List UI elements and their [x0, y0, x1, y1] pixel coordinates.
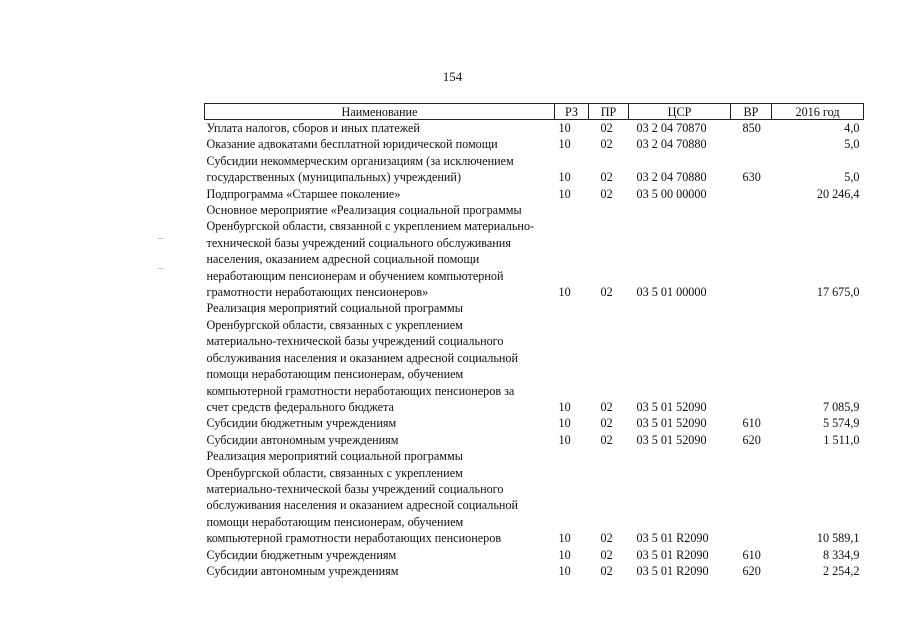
row-rz: 10	[558, 531, 571, 546]
row-name	[205, 547, 555, 563]
row-rz: 10	[558, 432, 571, 447]
row-rz: 10	[558, 121, 571, 135]
row-name-line: компьютерной грамотности неработающих пенсионеров за	[206, 383, 515, 398]
row-amount: 5,0	[844, 137, 860, 152]
table-row	[205, 120, 864, 137]
budget-table	[204, 103, 864, 579]
row-name-line: обслуживания населения и оказанием адресной социальной	[206, 350, 519, 365]
row-name-line: Субсидии бюджетным учреждениям	[206, 547, 397, 562]
row-csr: 03 5 01 R2090	[636, 531, 709, 546]
header-vr: ВР	[731, 104, 772, 120]
row-pr: 02	[600, 563, 613, 578]
header-pr: ПР	[589, 104, 629, 120]
row-rz: 10	[558, 285, 571, 300]
row-vr	[731, 136, 772, 152]
header-row	[205, 104, 864, 120]
row-csr: 03 2 04 70870	[636, 121, 707, 135]
row-amount: 17 675,0	[816, 285, 860, 300]
row-name-line: материально-технической базы учреждений социального	[206, 481, 504, 496]
row-name-line: компьютерной грамотности неработающих пенсионеров	[206, 531, 502, 546]
row-name-line: технической базы учреждений социального обслуживания	[206, 235, 511, 250]
row-name-line: Оренбургской области, связанной с укреплением материально-	[206, 219, 535, 234]
row-amount: 7 085,9	[822, 399, 860, 414]
row-pr: 02	[600, 547, 613, 562]
row-name-line: государственных (муниципальных) учреждений)	[206, 170, 461, 185]
row-name-line: неработающим пенсионерам и обучением компьютерной	[206, 268, 504, 283]
row-rz: 10	[558, 416, 571, 431]
row-csr: 03 2 04 70880	[636, 137, 707, 152]
row-csr: 03 5 00 00000	[636, 186, 707, 201]
row-pr: 02	[600, 186, 613, 201]
table-body	[205, 120, 864, 580]
header-year: 2016 год	[772, 104, 864, 120]
row-pr: 02	[600, 432, 613, 447]
row-vr: 620	[742, 432, 761, 447]
row-vr	[731, 186, 772, 202]
row-name-line: Субсидии некоммерческим организациям (за исключением	[206, 153, 514, 168]
table-header	[205, 104, 864, 120]
row-amount: 4,0	[844, 121, 860, 135]
margin-mark	[158, 238, 164, 239]
table-row	[205, 547, 864, 563]
row-pr: 02	[600, 170, 613, 185]
row-rz: 10	[558, 563, 571, 578]
row-name	[205, 186, 555, 202]
row-pr: 02	[600, 531, 613, 546]
row-name	[205, 153, 555, 186]
row-vr: 630	[742, 170, 761, 185]
row-vr: 850	[742, 121, 761, 135]
row-name-line: Субсидии автономным учреждениям	[206, 432, 399, 447]
row-name	[205, 563, 555, 579]
row-name-line: обслуживания населения и оказанием адресной социальной	[206, 498, 519, 513]
row-vr	[731, 448, 772, 546]
row-pr: 02	[600, 121, 613, 135]
row-name-line: помощи неработающим пенсионерам, обучением	[206, 514, 464, 529]
header-name: Наименование	[205, 104, 555, 120]
row-csr: 03 5 01 52090	[636, 399, 707, 414]
row-name-line: Уплата налогов, сборов и иных платежей	[206, 121, 420, 135]
row-rz: 10	[558, 547, 571, 562]
row-amount: 5 574,9	[822, 416, 860, 431]
table-row	[205, 415, 864, 431]
header-csr: ЦСР	[629, 104, 731, 120]
row-name-line: Основное мероприятие «Реализация социальной программы	[206, 203, 522, 218]
row-name	[205, 300, 555, 415]
row-name-line: Оказание адвокатами бесплатной юридической помощи	[206, 137, 498, 152]
header-rz: РЗ	[555, 104, 589, 120]
row-csr: 03 5 01 R2090	[636, 547, 709, 562]
row-name-line: Оренбургской области, связанных с укреплением	[206, 317, 463, 332]
row-rz: 10	[558, 170, 571, 185]
row-vr: 610	[742, 547, 761, 562]
row-rz: 10	[558, 186, 571, 201]
table-row	[205, 136, 864, 152]
row-csr: 03 5 01 00000	[636, 285, 707, 300]
row-csr: 03 2 04 70880	[636, 170, 707, 185]
margin-mark	[158, 268, 164, 269]
row-name-line: помощи неработающим пенсионерам, обучением	[206, 367, 464, 382]
row-name	[205, 136, 555, 152]
row-name	[205, 415, 555, 431]
row-amount: 10 589,1	[816, 531, 860, 546]
table-row	[205, 202, 864, 300]
row-name-line: Подпрограмма «Старшее поколение»	[206, 186, 401, 201]
row-csr: 03 5 01 R2090	[636, 563, 709, 578]
row-name-line: материально-технической базы учреждений социального	[206, 334, 504, 349]
row-amount: 20 246,4	[816, 186, 860, 201]
row-amount: 1 511,0	[823, 432, 860, 447]
row-name-line: Реализация мероприятий социальной программы	[206, 449, 463, 464]
row-name-line: счет средств федерального бюджета	[206, 399, 394, 414]
row-vr	[731, 202, 772, 300]
table-row	[205, 448, 864, 546]
row-name	[205, 448, 555, 546]
row-name-line: Субсидии бюджетным учреждениям	[206, 416, 397, 431]
row-pr: 02	[600, 285, 613, 300]
row-pr: 02	[600, 399, 613, 414]
row-name-line: населения, оказанием адресной социальной помощи	[206, 252, 480, 267]
row-vr	[731, 300, 772, 415]
row-vr: 620	[742, 563, 761, 578]
row-name	[205, 202, 555, 300]
table-row	[205, 153, 864, 186]
row-csr: 03 5 01 52090	[636, 416, 707, 431]
table-row	[205, 432, 864, 448]
table-row	[205, 563, 864, 579]
row-name	[205, 432, 555, 448]
row-amount: 5,0	[844, 170, 860, 185]
row-name-line: Реализация мероприятий социальной программы	[206, 301, 463, 316]
page-number: 154	[442, 69, 463, 84]
table-row	[205, 300, 864, 415]
row-rz: 10	[558, 137, 571, 152]
row-name-line: грамотности неработающих пенсионеров»	[206, 285, 429, 300]
row-name-line: Субсидии автономным учреждениям	[206, 563, 399, 578]
row-pr: 02	[600, 137, 613, 152]
row-name-line: Оренбургской области, связанных с укреплением	[206, 465, 463, 480]
row-vr: 610	[742, 416, 761, 431]
table-row	[205, 186, 864, 202]
row-csr: 03 5 01 52090	[636, 432, 707, 447]
row-pr: 02	[600, 416, 613, 431]
row-name	[205, 120, 555, 137]
row-rz: 10	[558, 399, 571, 414]
row-amount: 8 334,9	[822, 547, 860, 562]
row-amount: 2 254,2	[822, 563, 860, 578]
